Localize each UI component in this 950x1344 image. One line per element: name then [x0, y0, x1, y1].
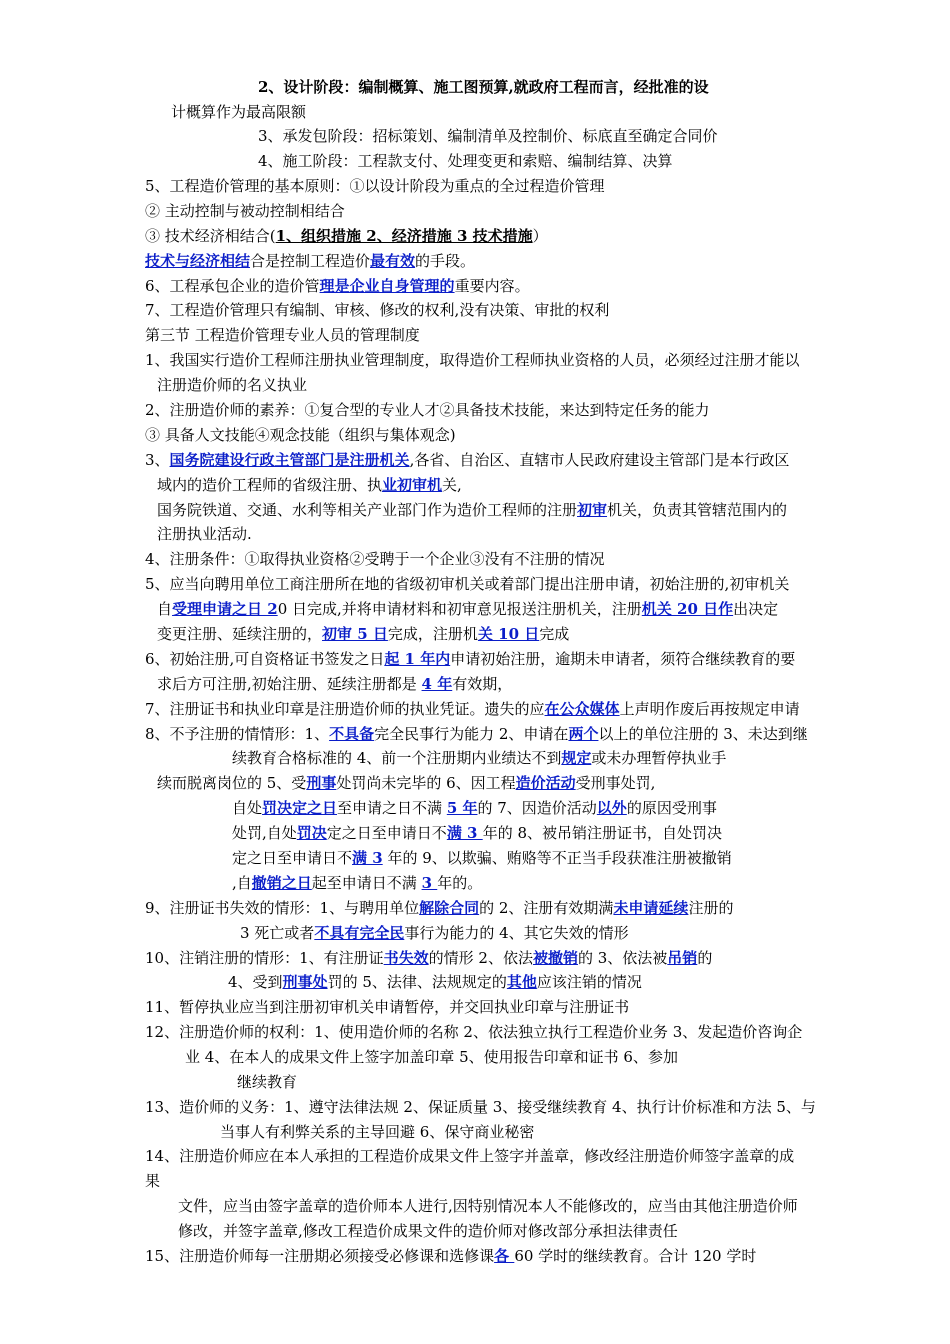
line-text: 15、注册造价师每一注册期必须接受必修课和选修课	[145, 1247, 495, 1265]
line-text: 5、应当向聘用单位工商注册所在地的省级初审机关或着部门提出注册申请，初始注册的,初审机关	[145, 575, 790, 593]
line-text: ）	[532, 227, 548, 245]
line-text: 注册造价师的名义执业	[157, 376, 308, 394]
line-text: 续教育合格标准的 4、前一个注册期内业绩达不到	[232, 749, 562, 767]
line-text: 至申请之日不满	[337, 799, 447, 817]
text-line	[237, 1072, 297, 1092]
line-text: 起至申请日不满	[311, 874, 422, 892]
text-line	[258, 151, 673, 171]
line-text: 或未办理暂停执业手	[591, 749, 727, 767]
emphasis-text: 满 3	[446, 824, 483, 842]
text-line	[145, 176, 605, 196]
line-text: 国务院铁道、交通、水利等相关产业部门作为造价工程师的注册	[157, 501, 578, 519]
line-text: 受刑事处罚,	[575, 774, 656, 792]
text-line	[145, 251, 475, 271]
line-text: 4、注册条件：①取得执业资格②受聘于一个企业③没有不注册的情况	[145, 550, 605, 568]
emphasis-text: 罚决	[296, 824, 327, 842]
line-text: ③ 技术经济相结合(	[145, 227, 276, 245]
line-text: 完成	[539, 625, 570, 643]
line-text: 12、注册造价师的权利：1、使用造价师的名称 2、依法独立执行工程造价业务 3、发起造价咨询企	[145, 1023, 803, 1041]
emphasis-text: 规定	[561, 749, 592, 767]
line-text: 6、工程承包企业的造价管	[145, 277, 320, 295]
line-text: 5、工程造价管理的基本原则：①以设计阶段为重点的全过程造价管理	[145, 177, 605, 195]
text-line	[145, 425, 456, 445]
line-text: 业 4、在本人的成果文件上签字加盖印章 5、使用报告印章和证书 6、参加	[185, 1048, 678, 1066]
emphasis-text: 满 3	[352, 849, 383, 867]
line-text: 上声明作废后再按规定申请	[619, 700, 800, 718]
line-text: 变更注册、延续注册的，	[157, 625, 323, 643]
emphasis-text: 初审	[577, 501, 608, 519]
line-text: 1、组织措施 2、经济措施 3 技术措施	[275, 227, 533, 245]
line-text: 年的 9、以欺骗、贿赂等不正当手段获准注册被撤销	[382, 849, 732, 867]
line-text: ,各省、自治区、直辖市人民政府建设主管部门是本行政区	[409, 451, 790, 469]
line-text: 11、暂停执业应当到注册初审机关申请暂停，并交回执业印章与注册证书	[145, 998, 630, 1016]
emphasis-text: 吊销	[667, 949, 698, 967]
line-text: 2、注册造价师的素养：①复合型的专业人才②具备技术技能，来达到特定任务的能力	[145, 401, 710, 419]
line-text: 4、施工阶段：工程款支付、处理变更和索赔、编制结算、决算	[258, 152, 673, 170]
text-line	[232, 798, 717, 818]
text-line	[145, 1097, 816, 1117]
text-line	[145, 325, 420, 345]
line-text: 继续教育	[237, 1073, 298, 1091]
emphasis-text: 各	[494, 1247, 515, 1265]
emphasis-text: 初审 5 日	[322, 625, 388, 643]
text-line	[145, 1246, 756, 1266]
text-line	[171, 102, 306, 122]
text-line	[145, 1146, 794, 1166]
line-text: 60 学时的继续教育。合计 120 学时	[514, 1247, 757, 1265]
line-text: 关,	[442, 476, 462, 494]
text-line	[145, 699, 800, 719]
text-line	[258, 126, 718, 146]
text-line	[178, 1221, 678, 1241]
line-text: 3 死亡或者	[240, 924, 315, 942]
emphasis-text: 3	[421, 874, 438, 892]
line-text: 的 3、依法被	[577, 949, 668, 967]
line-text: 自	[157, 600, 173, 618]
emphasis-text: 技术与经济相结	[145, 252, 251, 270]
line-text: 年的。	[437, 874, 483, 892]
line-text: 的 2、注册有效期满	[479, 899, 614, 917]
text-line	[145, 549, 605, 569]
line-text: 1、我国实行造价工程师注册执业管理制度，取得造价工程师执业资格的人员，必须经过注册才能以	[145, 351, 800, 369]
emphasis-text: 解除合同	[419, 899, 480, 917]
emphasis-text: 书失效	[383, 949, 429, 967]
text-line	[178, 1196, 798, 1216]
text-line	[240, 923, 629, 943]
line-text: 10、注销注册的情形：1、有注册证	[145, 949, 384, 967]
line-text: 的	[697, 949, 713, 967]
line-text: 9、注册证书失效的情形：1、与聘用单位	[145, 899, 420, 917]
emphasis-text: 关 10 日	[477, 625, 540, 643]
line-text: 果	[145, 1172, 161, 1190]
text-line	[232, 848, 732, 868]
emphasis-text: 最有效	[370, 252, 416, 270]
line-text: 注册执业活动.	[157, 525, 252, 543]
text-line	[145, 574, 789, 594]
line-text: ③ 具备人文技能④观念技能（组织与集体观念)	[145, 426, 456, 444]
line-text: ② 主动控制与被动控制相结合	[145, 202, 345, 220]
text-line	[157, 524, 252, 544]
text-line	[232, 748, 726, 768]
text-line	[145, 276, 530, 296]
text-line	[157, 773, 655, 793]
line-text: 的情形 2、依法	[428, 949, 533, 967]
line-text: 7、工程造价管理只有编制、审核、修改的权利,没有决策、审批的权利	[145, 301, 610, 319]
emphasis-text: 撤销之日	[251, 874, 312, 892]
line-text: 求后方可注册,初始注册、延续注册都是	[157, 675, 422, 693]
line-text: 完成，注册机	[387, 625, 478, 643]
line-text: 3、	[145, 451, 170, 469]
emphasis-text: 5 年	[446, 799, 478, 817]
text-line	[145, 226, 548, 246]
emphasis-text: 被撤销	[532, 949, 578, 967]
line-text: 7、注册证书和执业印章是注册造价师的执业凭证。遗失的应	[145, 700, 545, 718]
text-line	[258, 77, 709, 97]
text-line	[157, 475, 462, 495]
text-line	[145, 724, 808, 744]
line-text: 3、承发包阶段：招标策划、编制清单及控制价、标底直至确定合同价	[258, 127, 718, 145]
emphasis-text: 国务院建设行政主管部门是注册机关	[169, 451, 410, 469]
emphasis-text: 不具备	[329, 725, 375, 743]
text-line	[157, 375, 307, 395]
text-line	[220, 1122, 534, 1142]
line-text: 域内的造价工程师的省级注册、执	[157, 476, 383, 494]
text-line	[228, 972, 642, 992]
line-text: 以上的单位注册的 3、未达到继	[598, 725, 808, 743]
text-line	[157, 674, 512, 694]
emphasis-text: 理是企业自身管理的	[319, 277, 455, 295]
line-text: 自处	[232, 799, 263, 817]
line-text: 合是控制工程造价	[250, 252, 371, 270]
emphasis-text: 刑事	[306, 774, 337, 792]
line-text: 机关，负责其管辖范围内的	[607, 501, 788, 519]
line-text: 完全民事行为能力 2、申请在	[374, 725, 569, 743]
text-line	[145, 1171, 160, 1191]
emphasis-text: 4 年	[421, 675, 453, 693]
line-text: 0 日完成,并将申请材料和初审意见报送注册机关，注册	[277, 600, 642, 618]
emphasis-text: 未申请延续	[613, 899, 689, 917]
text-line	[145, 1022, 802, 1042]
line-text: 应该注销的情况	[536, 973, 642, 991]
line-text: 文件，应当由签字盖章的造价师本人进行,因特别情况本人不能修改的，应当由其他注册造价师	[178, 1197, 798, 1215]
line-text: 当事人有利弊关系的主导回避 6、保守商业秘密	[220, 1123, 535, 1141]
text-line	[145, 300, 609, 320]
emphasis-text: 刑事处	[282, 973, 328, 991]
line-text: 8、不予注册的情情形：1、	[145, 725, 330, 743]
emphasis-text: 业初审机	[382, 476, 443, 494]
text-line	[157, 599, 778, 619]
line-text: 6、初始注册,可自资格证书签发之日	[145, 650, 385, 668]
line-text: ,自	[232, 874, 252, 892]
emphasis-text: 受理申请之日 2	[172, 600, 278, 618]
line-text: 14、注册造价师应在本人承担的工程造价成果文件上签字并盖章，修改经注册造价师签字盖章的成	[145, 1147, 795, 1165]
text-line	[157, 624, 569, 644]
line-text: 处罚,自处	[232, 824, 297, 842]
emphasis-text: 不具有完全民	[314, 924, 405, 942]
line-text: 计概算作为最高限额	[171, 103, 307, 121]
emphasis-text: 以外	[596, 799, 627, 817]
text-line	[232, 823, 722, 843]
line-text: 注册的	[688, 899, 734, 917]
line-text: 续而脱离岗位的 5、受	[157, 774, 307, 792]
line-text: 处罚尚未完毕的 6、因工程	[336, 774, 516, 792]
line-text: 修改，并签字盖章,修改工程造价成果文件的造价师对修改部分承担法律责任	[178, 1222, 678, 1240]
text-line	[145, 898, 733, 918]
text-line	[145, 400, 710, 420]
line-text: 事行为能力的 4、其它失效的情形	[404, 924, 629, 942]
line-text: 的 7、因造价活动	[477, 799, 597, 817]
line-text: 定之日至申请日不	[232, 849, 353, 867]
line-text: 罚的 5、法律、法规规定的	[327, 973, 507, 991]
emphasis-text: 其他	[506, 973, 537, 991]
line-text: 2、设计阶段：编制概算、施工图预算,就政府工程而言，经批准的设	[258, 78, 709, 96]
emphasis-text: 罚决定之日	[262, 799, 338, 817]
line-text: 定之日至申请日不	[326, 824, 447, 842]
line-text: 13、造价师的义务：1、遵守法律法规 2、保证质量 3、接受继续教育 4、执行计价标准和方法 5、与	[145, 1098, 816, 1116]
emphasis-text: 造价活动	[515, 774, 576, 792]
text-line	[157, 500, 787, 520]
line-text: 申请初始注册，逾期未申请者，须符合继续教育的要	[450, 650, 796, 668]
text-line	[145, 450, 789, 470]
line-text: 第三节 工程造价管理专业人员的管理制度	[145, 326, 420, 344]
text-line	[145, 649, 795, 669]
text-line	[145, 997, 629, 1017]
line-text: 年的 8、被吊销注册证书，自处罚决	[482, 824, 723, 842]
emphasis-text: 机关 20 日作	[641, 600, 734, 618]
line-text: 4、受到	[228, 973, 283, 991]
text-line	[232, 873, 482, 893]
emphasis-text: 在公众媒体	[544, 700, 620, 718]
line-text: 出决定	[733, 600, 779, 618]
emphasis-text: 两个	[568, 725, 599, 743]
text-line	[185, 1047, 678, 1067]
text-line	[145, 350, 800, 370]
emphasis-text: 起 1 年内	[384, 650, 451, 668]
line-text: 有效期，	[452, 675, 513, 693]
text-line	[145, 948, 712, 968]
line-text: 的原因受刑事	[626, 799, 717, 817]
line-text: 重要内容。	[454, 277, 530, 295]
line-text: 的手段。	[415, 252, 476, 270]
text-line	[145, 201, 345, 221]
